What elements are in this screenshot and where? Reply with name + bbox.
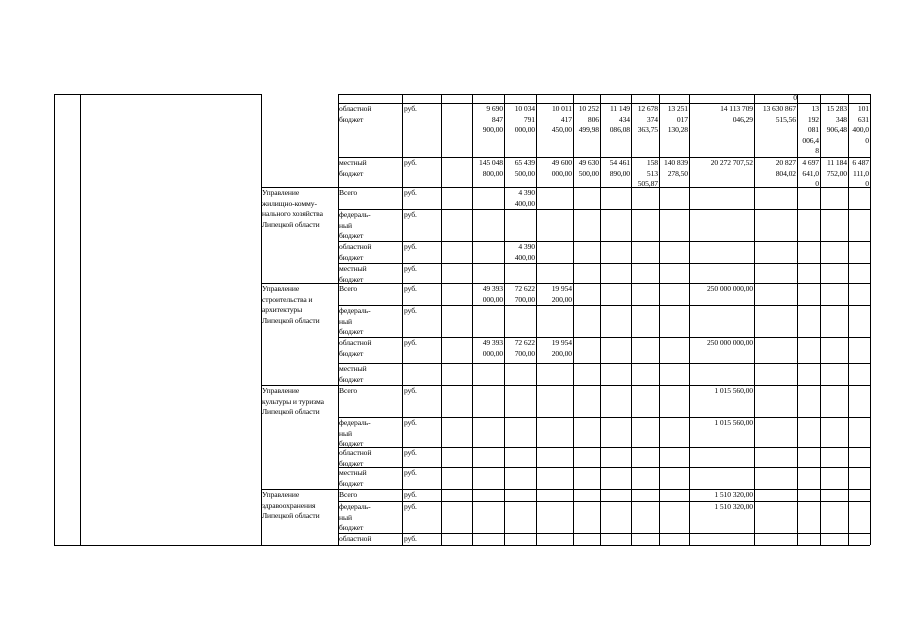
organization-label: Управление xyxy=(262,188,300,197)
table-cell-value: 192 xyxy=(807,114,819,124)
table-cell-value: 49 393 xyxy=(482,284,503,293)
funding-source-label: ный xyxy=(339,316,352,326)
table-cell-value: 500,00 xyxy=(514,168,535,178)
table-cell-value: 046,29 xyxy=(732,114,753,124)
table-rule xyxy=(338,363,870,364)
table-cell-value: 000,00 xyxy=(514,125,535,135)
table-cell-value: 1 015 560,00 xyxy=(714,418,753,427)
unit-label: руб. xyxy=(404,284,417,293)
table-cell-value: 72 622 xyxy=(514,284,535,293)
table-cell-value: 10 252 xyxy=(578,104,599,113)
table-cell-value: 13 630 867 xyxy=(762,104,796,113)
organization-label: Управление xyxy=(262,490,300,499)
table-cell-value: 200,00 xyxy=(551,348,572,358)
table-cell-value: 49 630 xyxy=(578,158,599,167)
table-cell-value: 806 xyxy=(587,114,599,124)
table-cell-value: 49 600 xyxy=(551,158,572,167)
organization-label: Липецкой области xyxy=(262,407,320,417)
table-cell-value: 0 xyxy=(865,135,869,145)
table-cell-value: 11 184 xyxy=(826,158,847,167)
unit-label: руб. xyxy=(404,468,417,477)
table-cell-value: 000,00 xyxy=(551,168,572,178)
table-cell-value: 12 678 xyxy=(637,104,658,113)
table-cell-value: 11 149 xyxy=(609,104,630,113)
unit-label: руб. xyxy=(404,158,417,167)
table-cell-value: 400,00 xyxy=(514,252,535,262)
unit-label: руб. xyxy=(404,264,417,273)
table-rule xyxy=(338,385,870,386)
organization-label: архитектуры xyxy=(262,305,303,315)
table-cell-value: 631 xyxy=(857,114,869,124)
funding-source-label: местный xyxy=(339,468,367,477)
cell-fragment-text: 0 xyxy=(793,93,797,102)
funding-source-label: бюджет xyxy=(339,374,364,384)
organization-label: здравоохранения xyxy=(262,500,316,510)
table-cell-value: 505,87 xyxy=(637,179,658,189)
funding-source-label: бюджет xyxy=(339,252,364,262)
funding-source-label: бюджет xyxy=(339,439,364,449)
unit-label: руб. xyxy=(404,210,417,219)
table-cell-value: 081 xyxy=(807,125,819,135)
table-cell-value: 434 xyxy=(618,114,630,124)
funding-source-label: бюджет xyxy=(339,478,364,488)
table-cell-value: 400,0 xyxy=(852,125,869,135)
unit-label: руб. xyxy=(404,306,417,315)
funding-source-label: бюджет xyxy=(339,168,364,178)
table-cell-value: 450,00 xyxy=(551,125,572,135)
funding-source-label: областной xyxy=(339,242,372,251)
table-cell-value: 6 487 xyxy=(852,158,869,167)
unit-label: руб. xyxy=(404,338,417,347)
table-cell-value: 8 xyxy=(815,146,819,156)
table-cell-value: 900,00 xyxy=(482,125,503,135)
table-cell-value: 348 xyxy=(835,114,847,124)
table-cell-value: 1 510 320,00 xyxy=(714,490,753,499)
table-cell-value: 500,00 xyxy=(578,168,599,178)
table-cell-value: 158 xyxy=(646,158,658,167)
funding-source-label: федераль- xyxy=(339,306,371,315)
table-rule xyxy=(338,467,870,468)
table-rule xyxy=(54,94,261,95)
table-rule xyxy=(338,447,870,448)
funding-source-label: местный xyxy=(339,158,367,167)
table-rule xyxy=(441,94,442,545)
organization-label: жилищно-комму- xyxy=(262,198,317,208)
funding-source-label: ный xyxy=(339,220,352,230)
table-rule xyxy=(338,305,870,306)
table-cell-value: 791 xyxy=(523,114,535,124)
funding-source-label: бюджет xyxy=(339,348,364,358)
unit-label: руб. xyxy=(404,242,417,251)
table-rule xyxy=(54,94,55,545)
funding-source-label: Всего xyxy=(339,188,358,197)
table-cell-value: 13 251 xyxy=(667,104,688,113)
table-cell-value: 752,00 xyxy=(826,168,847,178)
organization-label: Липецкой области xyxy=(262,315,320,325)
table-rule xyxy=(338,209,870,210)
table-rule xyxy=(338,489,870,490)
table-cell-value: 890,00 xyxy=(609,168,630,178)
funding-source-label: областной xyxy=(339,338,372,347)
table-rule xyxy=(80,94,81,545)
table-cell-value: 4 390 xyxy=(518,242,535,251)
table-cell-value: 49 393 xyxy=(482,338,503,347)
table-cell-value: 017 xyxy=(676,114,688,124)
organization-label: Липецкой области xyxy=(262,511,320,521)
organization-label: Липецкой области xyxy=(262,219,320,229)
unit-label: руб. xyxy=(404,418,417,427)
table-rule xyxy=(338,263,870,264)
table-cell-value: 20 272 707,52 xyxy=(710,158,753,167)
table-rule xyxy=(338,241,870,242)
table-cell-value: 400,00 xyxy=(514,198,535,208)
table-cell-value: 101 xyxy=(857,104,869,113)
table-cell-value: 1 510 320,00 xyxy=(714,502,753,511)
table-cell-value: 906,48 xyxy=(826,125,847,135)
funding-source-label: бюджет xyxy=(339,523,364,533)
table-cell-value: 10 034 xyxy=(514,104,535,113)
table-rule xyxy=(338,533,870,534)
table-cell-value: 65 439 xyxy=(514,158,535,167)
table-cell-value: 145 048 xyxy=(479,158,503,167)
table-cell-value: 14 113 709 xyxy=(720,104,753,113)
organization-label: культуры и туризма xyxy=(262,396,324,406)
table-cell-value: 000,00 xyxy=(482,294,503,304)
table-rule xyxy=(338,283,870,284)
table-cell-value: 4 390 xyxy=(518,188,535,197)
funding-source-label: бюджет xyxy=(339,327,364,337)
table-cell-value: 0 xyxy=(865,179,869,189)
table-rule xyxy=(338,417,870,418)
table-cell-value: 140 839 xyxy=(664,158,688,167)
table-cell-value: 515,56 xyxy=(775,114,796,124)
funding-source-label: ный xyxy=(339,512,352,522)
table-cell-value: 700,00 xyxy=(514,294,535,304)
unit-label: руб. xyxy=(404,104,417,113)
funding-source-label: областной xyxy=(339,534,372,543)
table-cell-value: 641,0 xyxy=(802,168,819,178)
funding-source-label: бюджет xyxy=(339,114,364,124)
table-cell-value: 20 827 xyxy=(775,158,796,167)
funding-source-label: бюджет xyxy=(339,274,364,284)
funding-source-label: областной xyxy=(339,448,372,457)
unit-label: руб. xyxy=(404,448,417,457)
funding-source-label: областной xyxy=(339,104,372,113)
table-cell-value: 700,00 xyxy=(514,348,535,358)
table-cell-value: 804,02 xyxy=(775,168,796,178)
unit-label: руб. xyxy=(404,502,417,511)
table-rule xyxy=(261,545,338,546)
funding-source-label: местный xyxy=(339,264,367,273)
funding-source-label: ный xyxy=(339,428,352,438)
unit-label: руб. xyxy=(404,188,417,197)
unit-label: руб. xyxy=(404,534,417,543)
table-rule xyxy=(54,545,261,546)
table-rule xyxy=(338,501,870,502)
organization-label: строительства и xyxy=(262,294,313,304)
table-cell-value: 800,00 xyxy=(482,168,503,178)
organization-label: Управление xyxy=(262,284,300,293)
table-cell-value: 278,50 xyxy=(667,168,688,178)
table-cell-value: 499,98 xyxy=(578,125,599,135)
funding-source-label: федераль- xyxy=(339,418,371,427)
table-cell-value: 200,00 xyxy=(551,294,572,304)
table-cell-value: 4 697 xyxy=(802,158,819,167)
table-cell-value: 15 283 xyxy=(826,104,847,113)
table-cell-value: 250 000 000,00 xyxy=(706,284,753,293)
table-cell-value: 374 xyxy=(646,114,658,124)
table-cell-value: 250 000 000,00 xyxy=(706,338,753,347)
funding-source-label: бюджет xyxy=(339,458,364,468)
table-cell-value: 9 690 xyxy=(486,104,503,113)
table-cell-value: 19 954 xyxy=(551,284,572,293)
table-cell-value: 847 xyxy=(491,114,503,124)
table-cell-value: 006,4 xyxy=(802,135,819,145)
table-rule xyxy=(402,94,403,545)
table-cell-value: 417 xyxy=(560,114,572,124)
table-cell-value: 10 011 xyxy=(551,104,572,113)
funding-source-label: Всего xyxy=(339,284,358,293)
unit-label: руб. xyxy=(404,490,417,499)
funding-source-label: федераль- xyxy=(339,502,371,511)
funding-source-label: Всего xyxy=(339,386,358,395)
funding-source-label: местный xyxy=(339,364,367,373)
table-cell-value: 513 xyxy=(646,168,658,178)
organization-label: нального хозяйства xyxy=(262,209,323,219)
unit-label: руб. xyxy=(404,386,417,395)
table-cell-value: 0 xyxy=(815,179,819,189)
table-cell-value: 19 954 xyxy=(551,338,572,347)
table-cell-value: 130,28 xyxy=(667,125,688,135)
table-cell-value: 1 015 560,00 xyxy=(714,386,753,395)
table-cell-value: 72 622 xyxy=(514,338,535,347)
table-cell-value: 086,08 xyxy=(609,125,630,135)
funding-source-label: бюджет xyxy=(339,231,364,241)
table-cell-value: 13 xyxy=(811,104,819,113)
table-cell-value: 363,75 xyxy=(637,125,658,135)
table-rule xyxy=(338,545,870,546)
table-rule xyxy=(870,94,871,545)
funding-source-label: федераль- xyxy=(339,210,371,219)
table-cell-value: 111,0 xyxy=(852,168,869,178)
table-cell-value: 000,00 xyxy=(482,348,503,358)
organization-label: Управление xyxy=(262,386,300,395)
funding-source-label: Всего xyxy=(339,490,358,499)
table-rule xyxy=(338,337,870,338)
table-cell-value: 54 461 xyxy=(609,158,630,167)
